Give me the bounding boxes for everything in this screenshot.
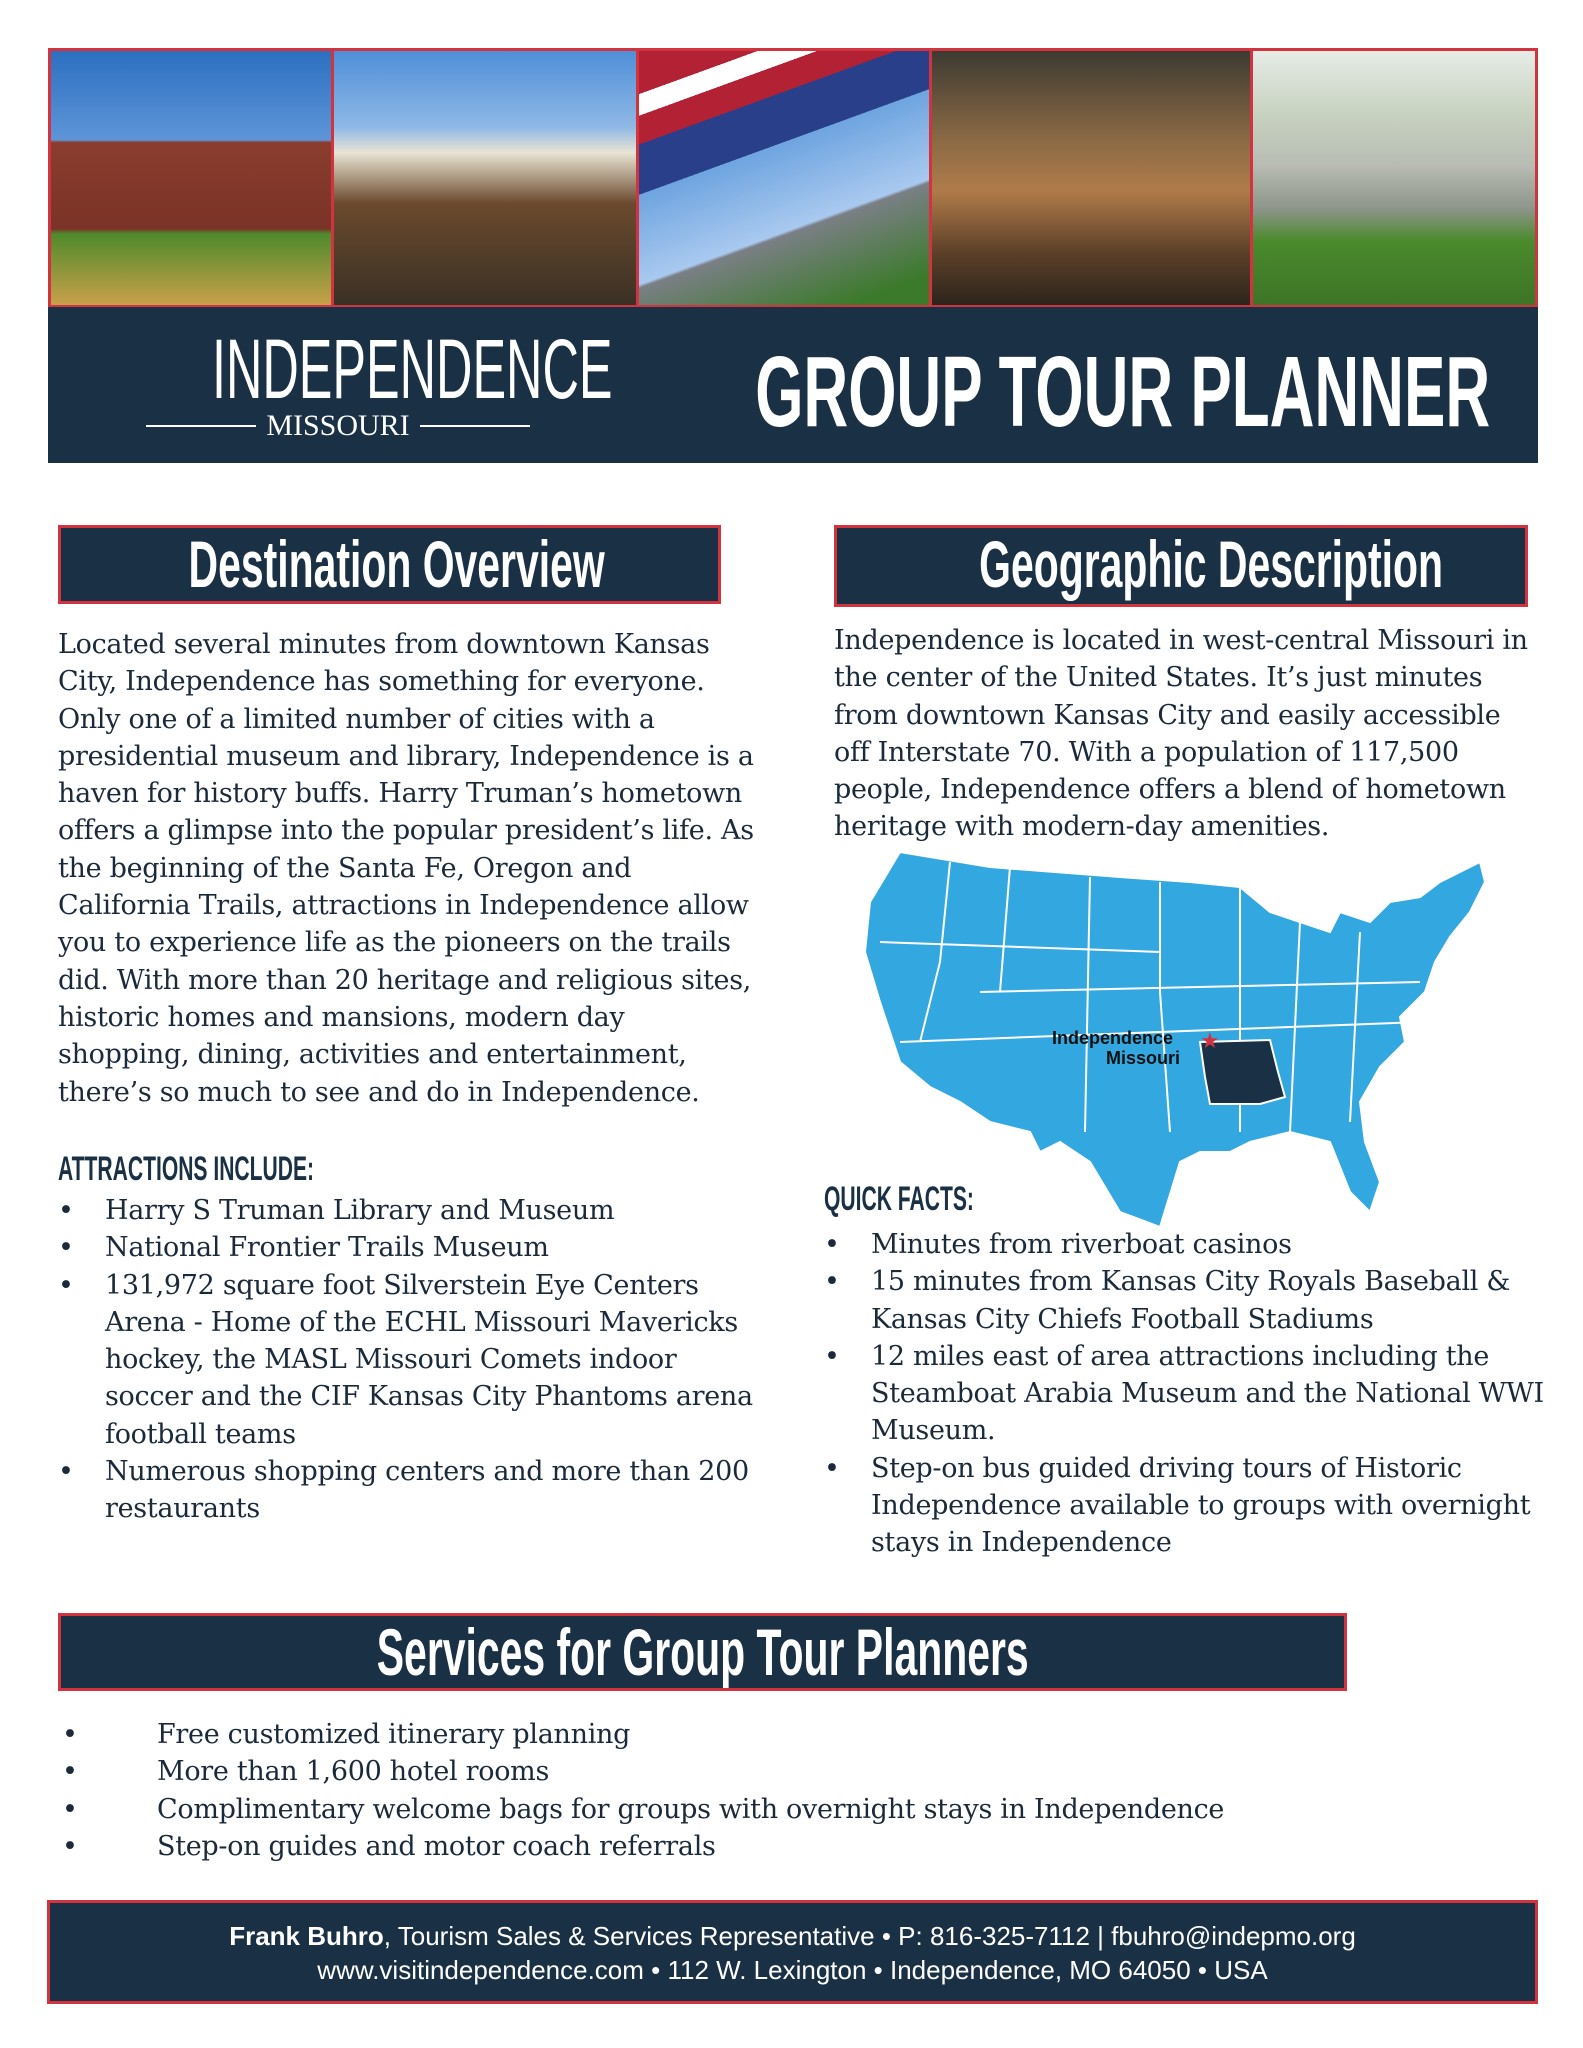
services-list (62, 1716, 1362, 1865)
list-item: • 131,972 square foot Silverstein Eye Centers Arena - Home of the ECHL Missouri Mavericks hockey, the MASL Missouri Comets indoor soccer and the CIF Kansas City Phantoms arena football teams (58, 1267, 758, 1453)
list-item: • 15 minutes from Kansas City Royals Baseball & Kansas City Chiefs Football Stadiums (824, 1263, 1544, 1338)
map-label-city: Independence (1052, 1028, 1174, 1048)
contact-details: , Tourism Sales & Services Representative • P: 816-325-7112 | fbuhro@indepmo.org (383, 1921, 1356, 1951)
destination-overview-heading: Destination Overview (58, 525, 721, 604)
quick-facts-list (824, 1226, 1544, 1562)
services-heading: Services for Group Tour Planners (58, 1613, 1347, 1691)
map-label-state: Missouri (1106, 1048, 1181, 1068)
geographic-description-heading: Geographic Description (834, 525, 1528, 607)
star-icon: ★ (1200, 1029, 1220, 1054)
wagon-reenactors-photo (334, 51, 636, 305)
list-item: • 12 miles east of area attractions including the Steamboat Arabia Museum and the National WWI Museum. (824, 1338, 1544, 1450)
list-item: • Harry S Truman Library and Museum (58, 1192, 758, 1229)
list-item: • More than 1,600 hotel rooms (62, 1753, 1362, 1790)
pioneer-exhibit-photo (932, 51, 1250, 305)
vaile-mansion-photo (51, 51, 331, 305)
list-item: • Complimentary welcome bags for groups with overnight stays in Independence (62, 1791, 1362, 1828)
list-item: • Minutes from riverboat casinos (824, 1226, 1544, 1263)
independence-logo (128, 322, 613, 443)
list-item: • Numerous shopping centers and more than 200 restaurants (58, 1453, 758, 1528)
truman-library-flag-photo (639, 51, 929, 305)
list-item: • National Frontier Trails Museum (58, 1229, 758, 1266)
attractions-heading: ATTRACTIONS INCLUDE: (58, 1150, 315, 1188)
geography-text: Independence is located in west-central Missouri in the center of the United States. It’s just minutes from downtown Kansas City and easily accessible off Interstate 70. With a population of 117,500 people, Independence offers a blend of hometown heritage with modern-day amenities. (834, 625, 1528, 843)
quick-facts-heading: QUICK FACTS: (824, 1180, 974, 1218)
contact-address: www.visitindependence.com • 112 W. Lexington • Independence, MO 64050 • USA (317, 1955, 1268, 1985)
list-item: • Free customized itinerary planning (62, 1716, 1362, 1753)
list-item: • Step-on bus guided driving tours of Historic Independence available to groups with overnight stays in Independence (824, 1450, 1544, 1562)
contact-name: Frank Buhro (229, 1921, 384, 1951)
logo-main-text: INDEPENDENCE (212, 322, 613, 416)
attractions-list (58, 1192, 758, 1528)
page-title: GROUP TOUR PLANNER (755, 336, 1491, 448)
list-item: • Step-on guides and motor coach referrals (62, 1828, 1362, 1865)
overview-text: Located several minutes from downtown Kansas City, Independence has something for everyone. Only one of a limited number of cities with a presidential museum and library, Independence is a haven for history buffs. Harry Truman’s hometown offers a glimpse into the popular president’s life. As the beginning of the Santa Fe, Oregon and California Trails, attractions in Independence allow you to experience life as the pioneers on the trails did. With more than 20 heritage and religious sites, historic homes and mansions, modern day shopping, dining, activities and entertainment, there’s so much to see and do in Independence. (58, 629, 754, 1108)
us-map (860, 842, 1490, 1227)
header-banner (48, 307, 1538, 463)
logo-sub-text: MISSOURI (266, 409, 410, 442)
contact-footer (47, 1900, 1538, 2004)
photo-strip (48, 48, 1538, 308)
bingham-waggoner-house-photo (1253, 51, 1535, 305)
